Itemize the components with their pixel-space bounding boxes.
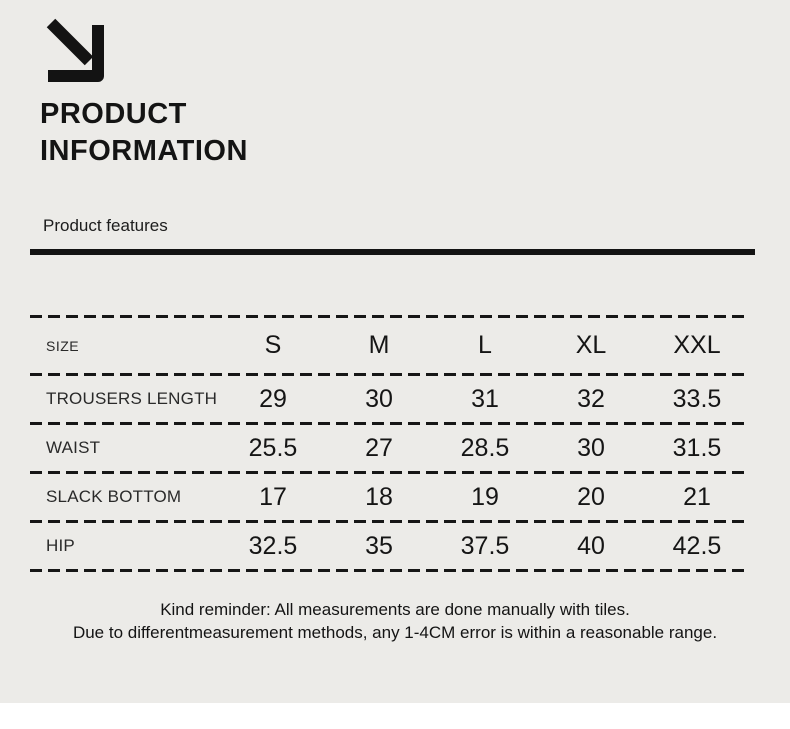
cell-value: 17 [259, 482, 287, 511]
cell-value: 30 [577, 433, 605, 462]
reminder-note [0, 598, 790, 644]
cell-value: 32 [577, 384, 605, 413]
page-title [40, 96, 248, 170]
section-label: Product features [43, 216, 168, 235]
dashed-divider [30, 569, 750, 572]
reminder-line1: Kind reminder: All measurements are done manually with tiles. [160, 600, 630, 619]
cell-value: 20 [577, 482, 605, 511]
cell-value: 31 [471, 384, 499, 413]
row-label: TROUSERS LENGTH [46, 389, 218, 408]
cell-value: 40 [577, 531, 605, 560]
arrow-down-right-icon [42, 12, 112, 86]
table-row [30, 474, 750, 520]
cell-value: 37.5 [460, 531, 510, 560]
page-title-line1: PRODUCT [40, 98, 187, 130]
page-title-line2: INFORMATION [40, 135, 248, 167]
cell-value: 32.5 [248, 531, 298, 560]
row-label: HIP [46, 536, 75, 555]
cell-value: 19 [471, 482, 499, 511]
cell-value: 27 [365, 433, 393, 462]
table-row [30, 318, 750, 373]
cell-value: 42.5 [672, 531, 722, 560]
table-row [30, 523, 750, 569]
row-label: WAIST [46, 438, 101, 457]
cell-value: XXL [673, 331, 721, 359]
cell-value: XL [575, 331, 607, 359]
section-divider [30, 249, 755, 255]
table-row [30, 376, 750, 422]
cell-value: 35 [365, 531, 393, 560]
cell-value: 33.5 [672, 384, 722, 413]
cell-value: M [368, 331, 390, 359]
cell-value: 18 [365, 482, 393, 511]
row-label: SIZE [46, 337, 80, 354]
cell-value: 25.5 [248, 433, 298, 462]
cell-value: 30 [365, 384, 393, 413]
cell-value: 31.5 [672, 433, 722, 462]
cell-value: 21 [683, 482, 711, 511]
cell-value: S [264, 331, 282, 359]
cell-value: 29 [259, 384, 287, 413]
reminder-line2: Due to differentmeasurement methods, any 1-4CM error is within a reasonable range. [72, 623, 718, 642]
cell-value: L [478, 331, 492, 359]
row-label: SLACK BOTTOM [46, 487, 182, 506]
size-table [30, 315, 750, 572]
cell-value: 28.5 [460, 433, 510, 462]
table-row [30, 425, 750, 471]
bottom-white-strip [0, 703, 790, 729]
